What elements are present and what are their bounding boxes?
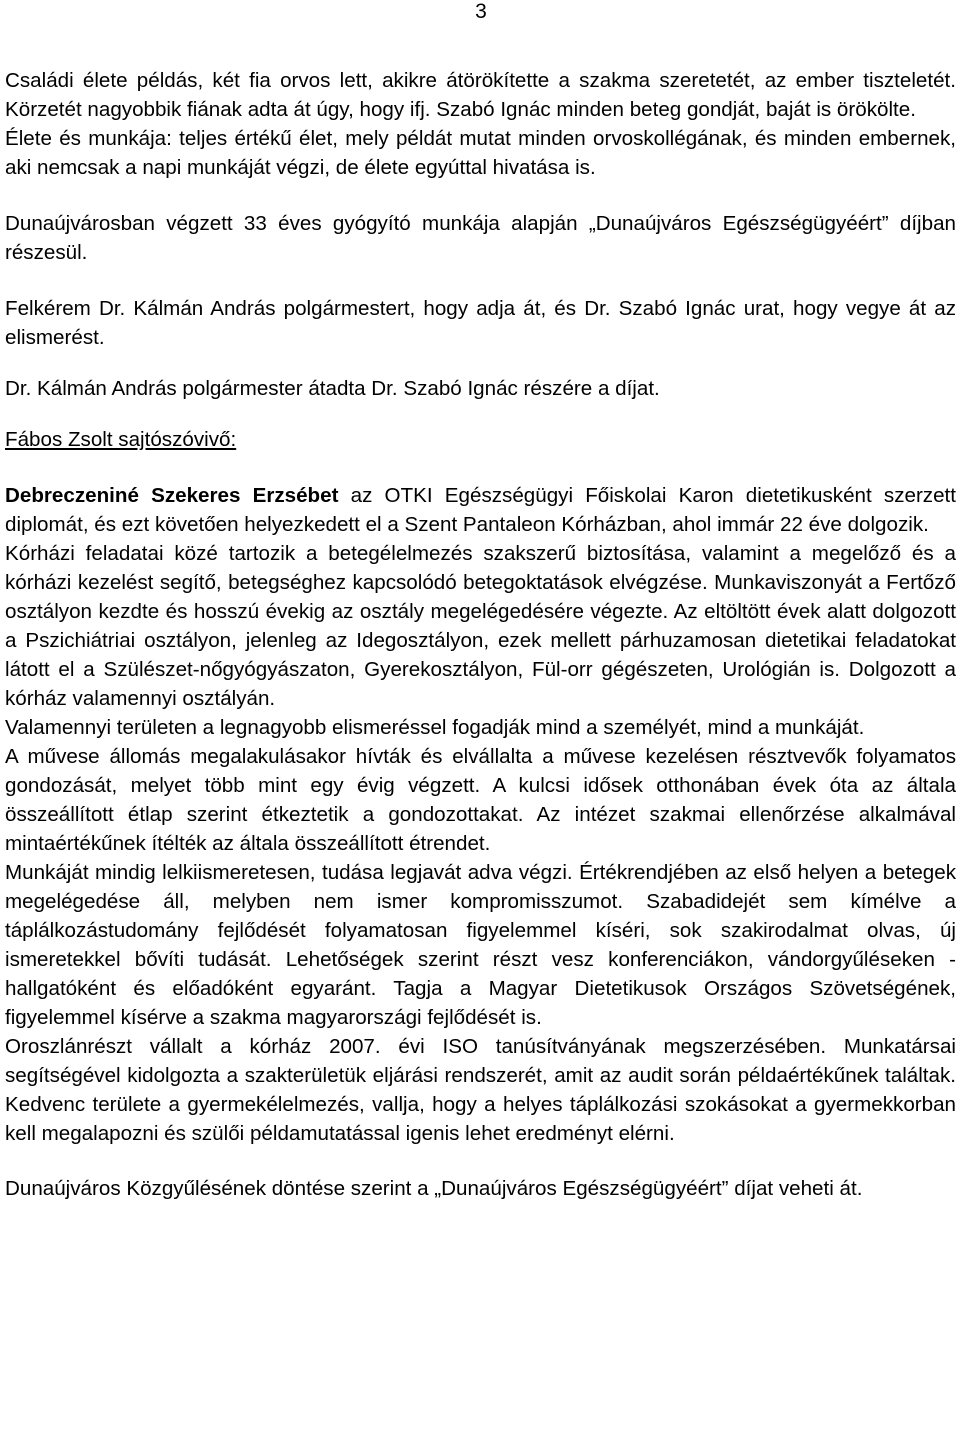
paragraph-conscientious-work: Munkáját mindig lelkiismeretesen, tudása legjavát adva végzi. Értékrendjében az első helyen a betegek megelégedése áll, melyben nem ismer kompromisszumot. Szabadidejét sem kímélve a táplálkozástudomány fejlődését folyamatosan figyelemmel kíséri, sok szakirodalmat olvas, új ismeretekkel bővíti tudását. Lehetőségek szerint részt vesz konferenciákon, vándorgyűléseken - hallgatóként és előadóként egyaránt. Tagja a Magyar Dietetikusok Országos Szövetségének, figyelemmel kísérve a szakma magyarországi fejlődését is.	[5, 861, 956, 1029]
paragraph-award-reason: Dunaújvárosban végzett 33 éves gyógyító munkája alapján „Dunaújváros Egészségügyéért” díjban részesül.	[5, 212, 956, 264]
paragraph-request-mayor: Felkérem Dr. Kálmán András polgármestert, hogy adja át, és Dr. Szabó Ignác urat, hogy vegye át az elismerést.	[5, 297, 956, 349]
paragraph-life-and-work: Élete és munkája: teljes értékű élet, mely példát mutat minden orvoskollégának, és minden embernek, aki nemcsak a napi munkáját végzi, de élete egyúttal hivatása is.	[5, 127, 956, 179]
paragraph-recognition: Valamennyi területen a legnagyobb elismeréssel fogadják mind a személyét, mind a munkáját.	[5, 716, 865, 739]
document-body	[5, 66, 956, 1203]
paragraph-nominee-intro	[5, 481, 956, 539]
paragraph-dialysis: A művese állomás megalakulásakor hívták és elvállalta a művese kezelésen résztvevők folyamatos gondozását, melyet több mint egy évig végzett. A kulcsi idősek otthonában évek óta az általa összeállított étlap szerint étkeztetik a gondozottakat. Az intézet szakmai ellenőrzése alkalmával mintaértékűnek ítélték az általa összeállított étrendet.	[5, 745, 956, 855]
nominee-name: Debreczeniné Szekeres Erzsébet	[5, 484, 339, 507]
nominee-intro-text: az OTKI Egészségügyi Főiskolai Karon dietetikusként szerzett diplomát, és ezt követően helyezkedett el a Szent Pantaleon Kórházban, ahol immár 22 éve dolgozik.	[5, 484, 956, 536]
paragraph-family-life: Családi élete példás, két fia orvos lett, akikre átörökítette a szakma szeretetét, az ember tiszteletét. Körzetét nagyobbik fiának adta át úgy, hogy ifj. Szabó Ignác minden beteg gondját, baját is örökölte.	[5, 69, 956, 121]
speaker-heading: Fábos Zsolt sajtószóvivő:	[5, 428, 237, 451]
paragraph-hospital-duties: Kórházi feladatai közé tartozik a betegélelmezés szakszerű biztosítása, valamint a megelőző és a kórházi kezelést segítő, betegséghez kapcsolódó betegoktatások elvégzése. Munkaviszonyát a Fertőző osztályon kezdte és hosszú évekig az osztály megelégedésére végezte. Az eltöltött évek alatt dolgozott a Pszichiátriai osztályon, jelenleg az Idegosztályon, ezek mellett párhuzamosan dietetikai feladatokat látott el a Szülészet-nőgyógyászaton, Gyerekosztályon, Fül-orr gégészeten, Urológián is. Dolgozott a kórház valamennyi osztályán.	[5, 542, 956, 710]
page-number: 3	[475, 0, 487, 23]
paragraph-assembly-decision: Dunaújváros Közgyűlésének döntése szerint a „Dunaújváros Egészségügyéért” díjat veheti át.	[5, 1177, 863, 1200]
paragraph-award-handed: Dr. Kálmán András polgármester átadta Dr. Szabó Ignác részére a díjat.	[5, 377, 660, 400]
paragraph-iso-certification: Oroszlánrészt vállalt a kórház 2007. évi ISO tanúsítványának megszerzésében. Munkatársai segítségével kidolgozta a szakterületük eljárási rendszerét, amit az audit során példaértékűnek találtak. Kedvenc területe a gyermekélelmezés, vallja, hogy a helyes táplálkozási szokásokat a gyermekkorban kell megalapozni és szülői példamutatással igenis lehet eredményt elérni.	[5, 1035, 956, 1145]
